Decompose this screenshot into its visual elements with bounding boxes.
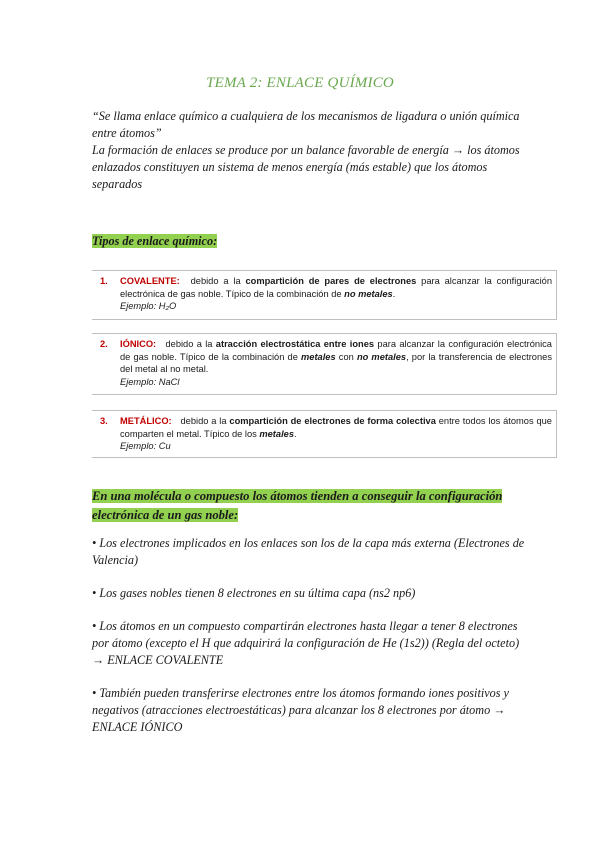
bond-description (120, 338, 552, 376)
bond-text: , por la transferencia de electrones del metal al no metal. (120, 351, 552, 374)
bond-text: . (392, 288, 396, 299)
bond-text: para alcanzar la configuración electrónica de gas noble. Típico de la combinación de (120, 276, 552, 299)
list-item: • Los electrones implicados en los enlaces son los de la capa más externa (Electrones de Valencia) (92, 536, 525, 567)
bond-key-phrase: atracción electrostática entre iones (215, 339, 375, 349)
octet-heading-wrap (92, 487, 532, 525)
intro-stability: enlazados constituyen un sistema de menos energía (más estable) que los átomos separados (92, 160, 488, 191)
bond-number: 2. (100, 339, 108, 349)
octet-heading: En una molécula o compuesto los átomos tienden a conseguir la configuración electrónica de un gas noble: (92, 489, 503, 522)
bond-example: Ejemplo: NaCl (120, 376, 180, 387)
bond-key-term: no metales (356, 351, 407, 362)
bond-name: COVALENTE: (120, 276, 180, 286)
bond-text: debido a la (190, 276, 241, 286)
bond-key-phrase: compartición de electrones de forma colectiva (229, 416, 436, 426)
types-heading-wrap (92, 233, 217, 250)
bond-box-metallic (92, 410, 557, 458)
bond-text: . (294, 428, 297, 439)
intro-formation: La formación de enlaces se produce por un balance favorable de energía → los átomos (92, 143, 520, 157)
bond-key-phrase: compartición de pares de electrones (245, 276, 417, 286)
bond-example: Ejemplo: Cu (120, 441, 171, 451)
bond-description (120, 275, 552, 300)
bond-name: METÁLICO: (120, 416, 172, 426)
bond-example: Ejemplo: H₂O (120, 301, 177, 311)
types-heading: Tipos de enlace químico: (92, 234, 218, 248)
list-item: • Los gases nobles tienen 8 electrones en su última capa (ns2 np6) (92, 586, 416, 600)
bond-box-covalent (92, 270, 557, 320)
bond-box-ionic (92, 333, 557, 395)
bond-text: debido a la (180, 416, 227, 426)
bond-text: entre todos los átomos que comparten el metal. Típico de los (120, 416, 552, 439)
bond-number: 3. (100, 416, 108, 426)
bond-number: 1. (100, 276, 108, 286)
bond-text: debido a la (165, 339, 213, 349)
intro-section (92, 108, 532, 193)
bond-name: IÓNICO: (120, 339, 157, 349)
bond-key-term: metales (301, 351, 336, 362)
bond-text: con (338, 351, 354, 362)
bond-key-term: metales (259, 428, 295, 439)
list-item: • También pueden transferirse electrones entre los átomos formando iones positivos y negativos (atracciones electroestáticas) para alcanzar los 8 electrones por átomo → ENLACE IÓNICO (92, 686, 509, 734)
bond-text: para alcanzar la configuración electrónica de gas noble. Típico de la combinación de (120, 339, 552, 362)
page-title: TEMA 2: ENLACE QUÍMICO (206, 75, 394, 91)
bond-key-term: no metales (344, 288, 393, 299)
bullet-list (92, 535, 532, 752)
bond-description (120, 415, 552, 440)
intro-definition: “Se llama enlace químico a cualquiera de los mecanismos de ligadura o unión química entre átomos” (92, 109, 520, 140)
list-item: • Los átomos en un compuesto compartirán electrones hasta llegar a tener 8 electrones por átomo (excepto el H que adquirirá la configuración de He (1s2)) (Regla del octeto) → ENLACE COVALENTE (92, 619, 520, 667)
